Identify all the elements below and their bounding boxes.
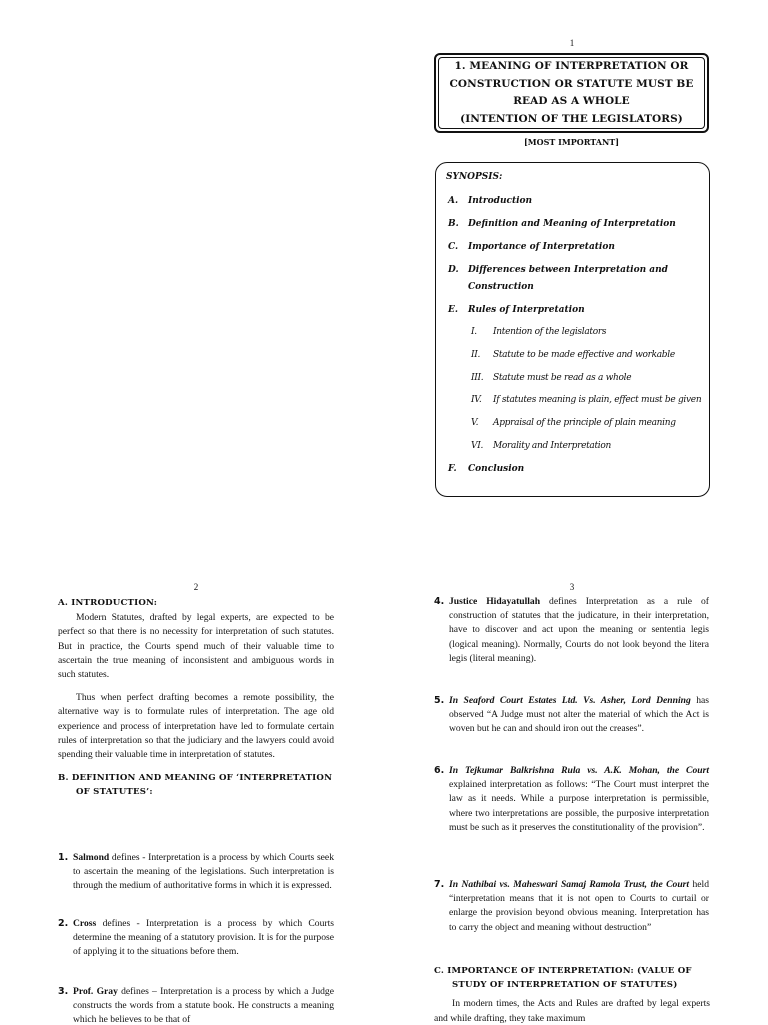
item-body — [449, 764, 709, 835]
title-line: (INTENTION OF THE LEGISLATORS) — [460, 112, 683, 125]
item-text: explained interpretation as follows: “The Court must interpret the law as it needs. While a purpose interpretation is permissible, where two interpretations are possible, the purposive interpretation must be such as it preserves the constitutionality of the provision”. — [449, 779, 709, 833]
synopsis-item — [448, 302, 693, 319]
item-author: Prof. Gray — [73, 986, 118, 997]
importance-section — [434, 964, 710, 1024]
subitem-text: Intention of the legislators — [493, 327, 607, 337]
definition-item-5 — [434, 694, 710, 754]
item-number: 6. — [434, 765, 445, 776]
synopsis-subitem — [471, 418, 676, 428]
definition-item-3 — [58, 985, 334, 1025]
subitem-text: If statutes meaning is plain, effect must be given — [493, 395, 702, 405]
synopsis-subitem — [471, 395, 701, 405]
item-body — [449, 878, 709, 935]
item-text: defines – Interpretation is a process by which a Judge constructs the words from a statute book. He constructs a meaning which he believes to be that of — [73, 986, 334, 1025]
synopsis-item — [448, 239, 693, 256]
introduction-heading: A. INTRODUCTION: — [58, 598, 158, 608]
synopsis-subitem — [471, 350, 675, 360]
page-number-2: 2 — [193, 582, 199, 592]
most-important-label: [MOST IMPORTANT] — [524, 137, 619, 147]
synopsis-text: Importance of Interpretation — [468, 242, 615, 252]
subitem-text: Statute to be made effective and workable — [493, 350, 675, 360]
subitem-text: Appraisal of the principle of plain meaning — [493, 418, 676, 428]
chapter-title-box — [434, 53, 709, 133]
synopsis-key: D. — [448, 265, 459, 275]
synopsis-box — [435, 162, 710, 497]
synopsis-heading: SYNOPSIS: — [446, 172, 503, 182]
synopsis-text: Definition and Meaning of Interpretation — [468, 219, 676, 229]
item-text: defines - Interpretation is a process by which Courts seek to ascertain the meaning of the legislations. Such interpretation is through the medium of authoritative forms in which it is expressed. — [73, 852, 334, 892]
definition-item-7 — [434, 878, 710, 953]
title-line: 1. MEANING OF INTERPRETATION OR — [454, 60, 689, 72]
page-number-3: 3 — [569, 582, 575, 592]
definition-heading-cont: OF STATUTES’: — [76, 787, 153, 798]
subitem-key: II. — [471, 350, 481, 360]
title-line: READ AS A WHOLE — [513, 95, 630, 107]
definition-item-6 — [434, 764, 710, 864]
item-case: In Tejkumar Balkrishna Rula vs. A.K. Mohan, the Court — [449, 765, 709, 776]
item-text: has observed “A Judge must not alter the material of which the Act is woven but he can and should iron out the creases”. — [449, 695, 710, 735]
synopsis-item — [448, 193, 693, 210]
synopsis-text: Conclusion — [468, 464, 525, 474]
item-author: Justice Hidayatullah — [449, 596, 541, 607]
item-case: In Seaford Court Estates Ltd. Vs. Asher, Lord Denning — [449, 695, 691, 706]
item-body — [73, 851, 334, 894]
subitem-key: I. — [471, 327, 477, 337]
item-number: 7. — [434, 879, 445, 890]
synopsis-subitem — [471, 441, 611, 451]
item-number: 5. — [434, 695, 445, 706]
item-author: Cross — [73, 918, 97, 929]
item-number: 1. — [58, 852, 69, 863]
synopsis-key: F. — [448, 464, 457, 474]
synopsis-key: A. — [448, 196, 459, 206]
subitem-key: IV. — [471, 395, 482, 405]
item-text: held “interpretation means that it is not open to Courts to curtail or enlarge the provision beyond obvious meaning. Interpretation has to carry the object and meaning without destruction” — [449, 879, 709, 933]
subitem-key: V. — [471, 418, 479, 428]
definition-item-4 — [434, 595, 710, 685]
synopsis-subitem — [471, 373, 631, 383]
item-text: defines Interpretation as a rule of construction of statutes that the judicature, in their interpretation, have to discover and act upon the meaning or sententia legis (logical meaning). Normally, Courts do not look beyond the litera legis (literal meaning). — [449, 596, 709, 664]
item-author: Salmond — [73, 852, 110, 863]
title-line: CONSTRUCTION OR STATUTE MUST BE — [449, 77, 694, 90]
importance-paragraph: In modern times, the Acts and Rules are drafted by legal experts and while drafting, they take maximum — [434, 998, 710, 1024]
item-number: 2. — [58, 918, 69, 929]
intro-paragraph-2: Thus when perfect drafting becomes a remote possibility, the alternative way is to formulate rules of interpretation. The age old experience and process of interpretation have led to formulate certain rules of interpretation so that the judiciary and the lawyers could avoid spending their valuable time in interpretation of statutes. — [58, 692, 334, 761]
item-body — [449, 595, 709, 666]
item-body — [73, 985, 334, 1025]
synopsis-item — [448, 461, 693, 478]
subitem-key: VI. — [471, 441, 484, 451]
synopsis-text: Differences between Interpretation and Construction — [468, 265, 668, 292]
subitem-text: Statute must be read as a whole — [493, 373, 632, 383]
synopsis-key: C. — [448, 242, 459, 252]
left-column — [58, 596, 334, 800]
item-body — [73, 917, 334, 960]
subitem-key: III. — [471, 373, 484, 383]
item-case: In Nathibai vs. Maheswari Samaj Ramola Trust, the Court — [449, 879, 690, 890]
item-body — [449, 694, 709, 737]
synopsis-text: Rules of Interpretation — [468, 305, 585, 315]
importance-heading-cont: STUDY OF INTERPRETATION OF STATUTES) — [452, 980, 678, 991]
definition-item-1 — [58, 851, 334, 911]
subitem-text: Morality and Interpretation — [493, 441, 611, 451]
synopsis-key: E. — [448, 305, 458, 315]
synopsis-item — [448, 262, 693, 296]
synopsis-key: B. — [448, 219, 459, 229]
definition-heading: B. DEFINITION AND MEANING OF ‘INTERPRETATION — [58, 773, 333, 784]
importance-heading: C. IMPORTANCE OF INTERPRETATION: (VALUE OF — [434, 966, 692, 976]
synopsis-subitem — [471, 327, 606, 337]
synopsis-text: Introduction — [468, 196, 533, 206]
item-number: 4. — [434, 596, 445, 607]
definition-item-2 — [58, 917, 334, 977]
intro-paragraph-1: Modern Statutes, drafted by legal experts, are expected to be perfect so that there is no necessity for interpretation of such statutes. But in practice, the Courts spend much of their valuable time to ascertain the true meaning of inconsistent and ambiguous words in such statutes. — [58, 612, 334, 681]
item-number: 3. — [58, 986, 69, 997]
item-text: defines - Interpretation is a process by which Courts determine the meaning of a statutory provision. It is for the purpose of applying it to the situations before them. — [73, 918, 334, 958]
page-number-1: 1 — [569, 38, 575, 48]
synopsis-item — [448, 216, 693, 233]
